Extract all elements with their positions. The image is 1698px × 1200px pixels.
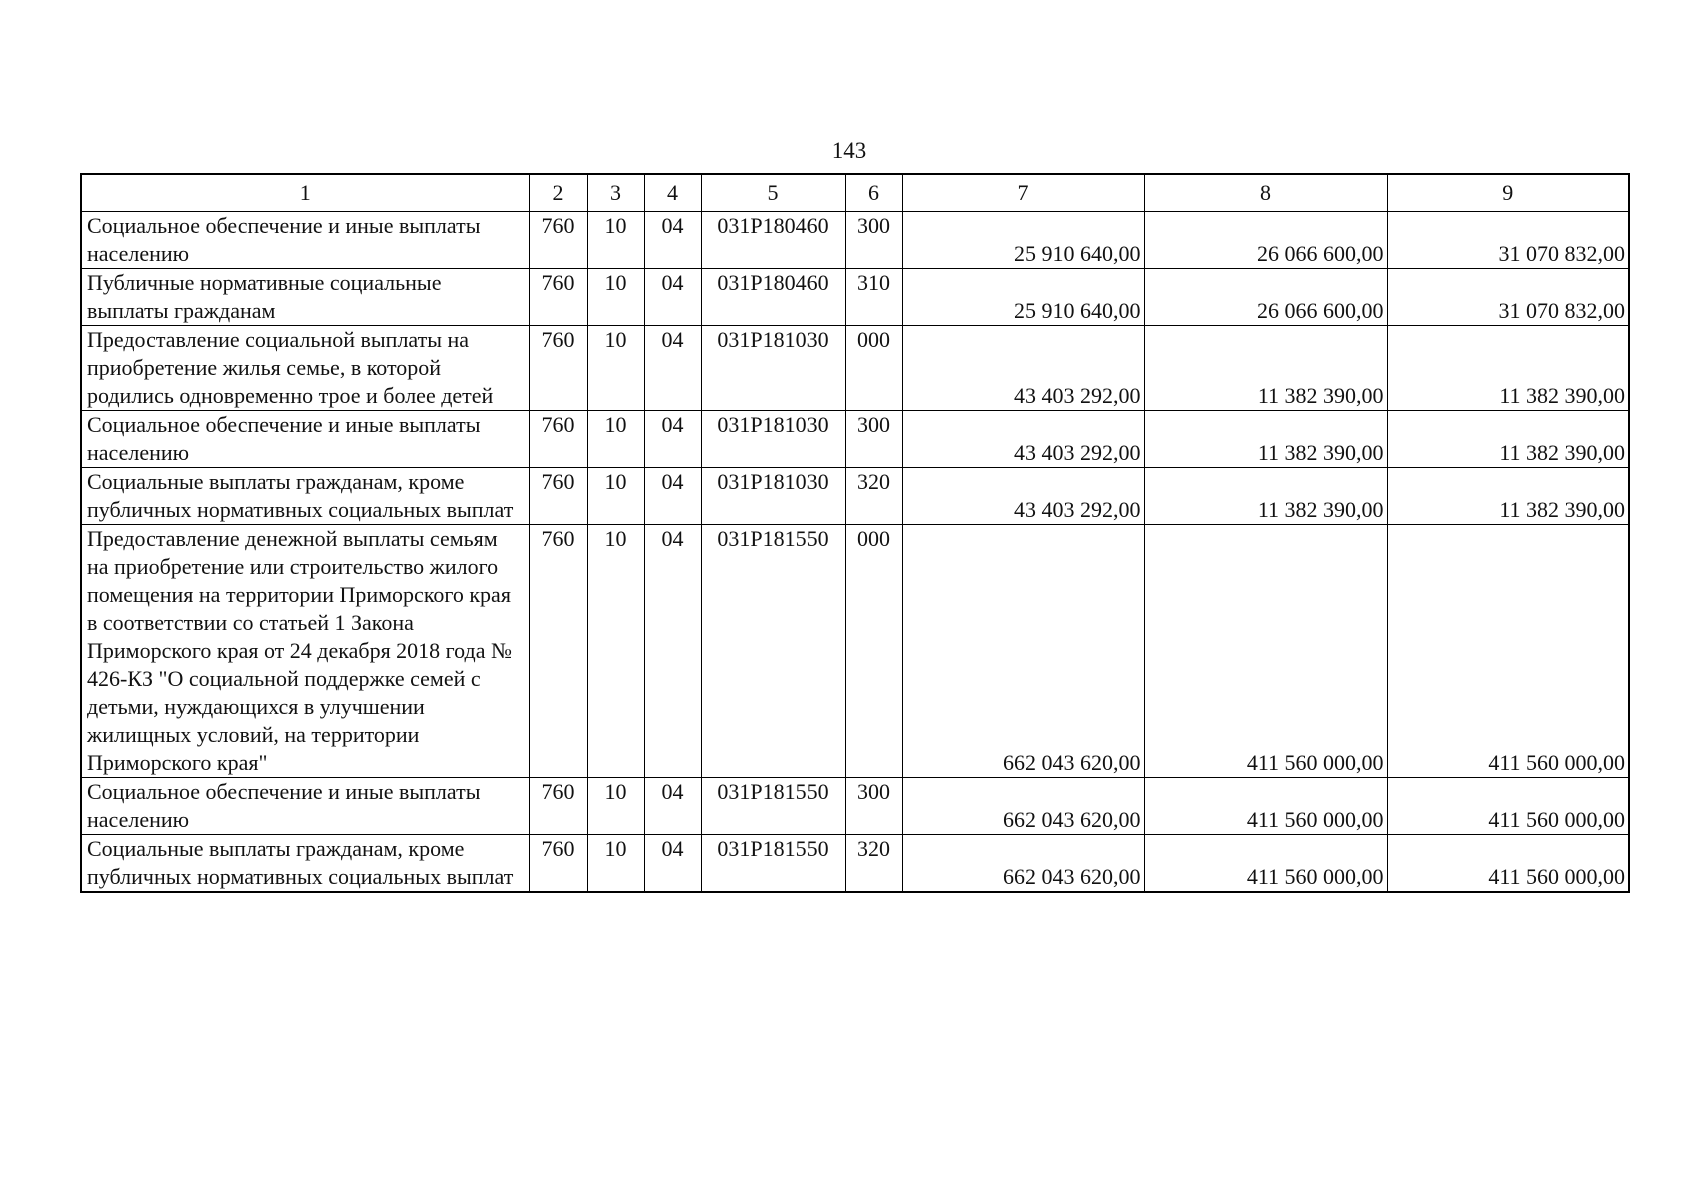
cell-amount-7: 662 043 620,00: [902, 778, 1144, 835]
cell-code-5: 031P180460: [701, 269, 845, 326]
column-header: 9: [1387, 174, 1629, 212]
cell-amount-8: 11 382 390,00: [1144, 468, 1387, 525]
row-name: Публичные нормативные социальные выплаты гражданам: [81, 269, 529, 326]
cell-code-6: 300: [845, 212, 902, 269]
cell-code-2: 760: [529, 326, 587, 411]
table-row: [81, 326, 1629, 411]
cell-code-6: 000: [845, 326, 902, 411]
cell-code-2: 760: [529, 212, 587, 269]
cell-code-5: 031P181550: [701, 835, 845, 893]
table-row: [81, 778, 1629, 835]
cell-amount-7: 25 910 640,00: [902, 212, 1144, 269]
cell-amount-8: 26 066 600,00: [1144, 212, 1387, 269]
cell-code-2: 760: [529, 525, 587, 778]
cell-amount-9: 11 382 390,00: [1387, 411, 1629, 468]
cell-code-5: 031P181030: [701, 468, 845, 525]
cell-amount-9: 31 070 832,00: [1387, 269, 1629, 326]
column-header: 8: [1144, 174, 1387, 212]
cell-amount-8: 26 066 600,00: [1144, 269, 1387, 326]
cell-code-2: 760: [529, 269, 587, 326]
row-name: Социальное обеспечение и иные выплаты населению: [81, 778, 529, 835]
cell-code-3: 10: [587, 269, 644, 326]
cell-amount-9: 11 382 390,00: [1387, 326, 1629, 411]
column-header: 5: [701, 174, 845, 212]
row-name: Предоставление денежной выплаты семьям на приобретение или строительство жилого помещения на территории Приморского края в соответствии со статьей 1 Закона Приморского края от 24 декабря 2018 года № 426-КЗ "О социальной поддержке семей с детьми, нуждающихся в улучшении жилищных условий, на территории Приморского края": [81, 525, 529, 778]
cell-amount-8: 411 560 000,00: [1144, 778, 1387, 835]
column-header: 3: [587, 174, 644, 212]
cell-code-6: 300: [845, 778, 902, 835]
cell-code-3: 10: [587, 778, 644, 835]
cell-code-5: 031P181030: [701, 326, 845, 411]
cell-code-2: 760: [529, 778, 587, 835]
cell-amount-9: 31 070 832,00: [1387, 212, 1629, 269]
budget-table: [80, 173, 1630, 893]
cell-amount-9: 411 560 000,00: [1387, 778, 1629, 835]
cell-amount-9: 411 560 000,00: [1387, 525, 1629, 778]
column-header: 4: [644, 174, 701, 212]
table-row: [81, 269, 1629, 326]
cell-code-3: 10: [587, 835, 644, 893]
cell-code-3: 10: [587, 411, 644, 468]
cell-amount-7: 43 403 292,00: [902, 326, 1144, 411]
cell-code-2: 760: [529, 835, 587, 893]
cell-code-4: 04: [644, 411, 701, 468]
page-number: 143: [831, 138, 867, 163]
row-name: Социальное обеспечение и иные выплаты населению: [81, 411, 529, 468]
cell-code-6: 320: [845, 468, 902, 525]
column-header: 7: [902, 174, 1144, 212]
column-header: 6: [845, 174, 902, 212]
cell-code-4: 04: [644, 778, 701, 835]
table-row: [81, 525, 1629, 778]
cell-code-5: 031P181030: [701, 411, 845, 468]
header-row: [81, 174, 1629, 212]
cell-amount-7: 662 043 620,00: [902, 835, 1144, 893]
cell-amount-9: 11 382 390,00: [1387, 468, 1629, 525]
cell-code-2: 760: [529, 411, 587, 468]
cell-code-6: 320: [845, 835, 902, 893]
column-header: 1: [81, 174, 529, 212]
cell-amount-7: 43 403 292,00: [902, 468, 1144, 525]
cell-amount-8: 11 382 390,00: [1144, 411, 1387, 468]
cell-amount-8: 411 560 000,00: [1144, 835, 1387, 893]
cell-code-4: 04: [644, 326, 701, 411]
cell-amount-9: 411 560 000,00: [1387, 835, 1629, 893]
cell-code-5: 031P180460: [701, 212, 845, 269]
cell-amount-8: 11 382 390,00: [1144, 326, 1387, 411]
table-row: [81, 468, 1629, 525]
row-name: Предоставление социальной выплаты на приобретение жилья семье, в которой родились одновременно трое и более детей: [81, 326, 529, 411]
cell-code-2: 760: [529, 468, 587, 525]
row-name: Социальные выплаты гражданам, кроме публичных нормативных социальных выплат: [81, 835, 529, 893]
cell-code-3: 10: [587, 468, 644, 525]
cell-amount-8: 411 560 000,00: [1144, 525, 1387, 778]
cell-code-4: 04: [644, 835, 701, 893]
cell-code-3: 10: [587, 525, 644, 778]
cell-code-5: 031P181550: [701, 525, 845, 778]
cell-code-3: 10: [587, 326, 644, 411]
cell-code-4: 04: [644, 269, 701, 326]
cell-code-4: 04: [644, 468, 701, 525]
row-name: Социальное обеспечение и иные выплаты населению: [81, 212, 529, 269]
table-row: [81, 411, 1629, 468]
cell-code-4: 04: [644, 525, 701, 778]
table-row: [81, 212, 1629, 269]
cell-code-6: 310: [845, 269, 902, 326]
cell-code-3: 10: [587, 212, 644, 269]
cell-amount-7: 43 403 292,00: [902, 411, 1144, 468]
cell-amount-7: 25 910 640,00: [902, 269, 1144, 326]
cell-code-6: 300: [845, 411, 902, 468]
row-name: Социальные выплаты гражданам, кроме публичных нормативных социальных выплат: [81, 468, 529, 525]
cell-code-5: 031P181550: [701, 778, 845, 835]
column-header: 2: [529, 174, 587, 212]
cell-code-4: 04: [644, 212, 701, 269]
cell-amount-7: 662 043 620,00: [902, 525, 1144, 778]
cell-code-6: 000: [845, 525, 902, 778]
table-row: [81, 835, 1629, 893]
